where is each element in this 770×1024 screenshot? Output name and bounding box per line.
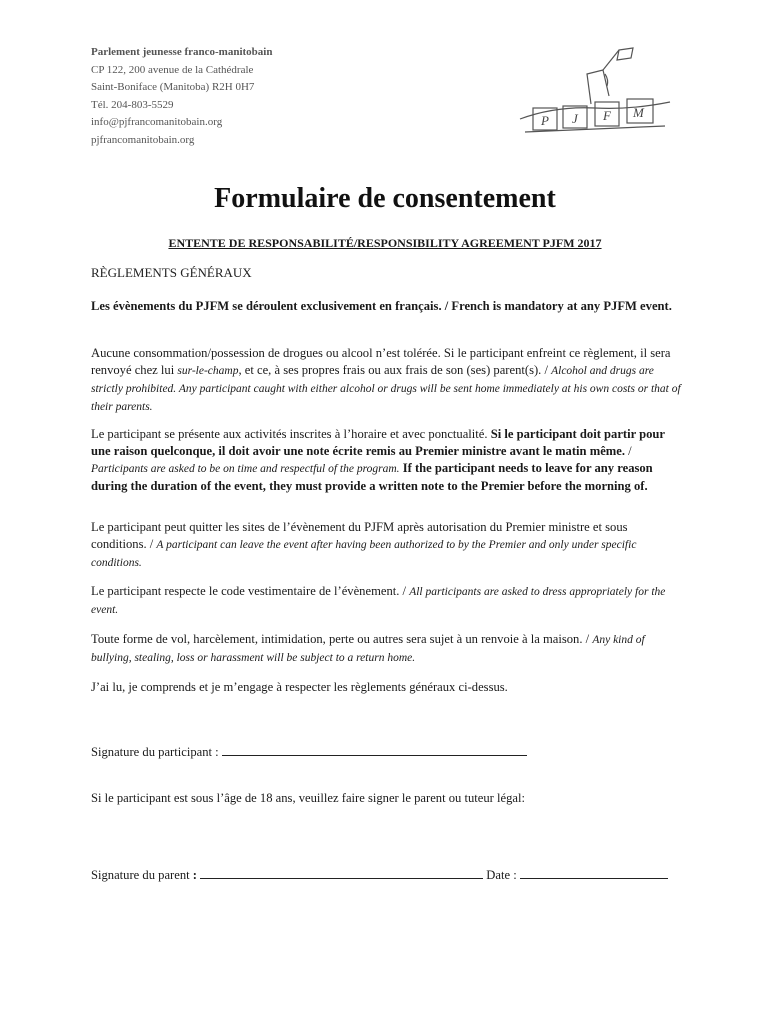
logo-letter-p: P [541, 113, 549, 128]
rule-leaving-en: A participant can leave the event after having been authorized to by the Premier and only under specific conditions. [91, 539, 637, 569]
rule-drugs-en: Alcohol and drugs are strictly prohibited. Any participant caught with either alcohol or drugs will be sent home immediately at his own costs or that of their parents. [91, 365, 681, 413]
date-field[interactable] [520, 866, 668, 879]
rule-punctuality-en-bold: If the participant needs to leave for any reason during the duration of the event, they must provide a written note to the Premier before the morning of. [91, 461, 653, 493]
logo-letter-j: J [572, 111, 578, 126]
rule-punctuality-fr-bold: Si le participant doit partir pour une raison quelconque, il doit avoir une note écrite remis au Premier ministre avant le matin même. [91, 427, 665, 458]
participant-signature-line [91, 743, 527, 760]
agreement-heading: ENTENTE DE RESPONSABILITÉ/RESPONSIBILITY AGREEMENT PJFM 2017 [168, 236, 602, 250]
rule-harassment-fr: Toute forme de vol, harcèlement, intimidation, perte ou autres sera sujet à un renvoie à la maison. / [91, 632, 593, 646]
rule-harassment-en: Any kind of bullying, stealing, loss or harassment will be subject to a return home. [91, 634, 645, 664]
pjfm-logo-icon [515, 44, 675, 134]
org-name: Parlement jeunesse franco-manitobain [91, 46, 273, 58]
rule-language-text: Les évènements du PJFM se déroulent exclusivement en français. / French is mandatory at any PJFM event. [91, 299, 672, 313]
parent-signature-field[interactable] [200, 866, 483, 879]
minor-note: Si le participant est sous l’âge de 18 ans, veuillez faire signer le parent ou tuteur légal: [91, 791, 525, 805]
rule-dress-code [91, 583, 681, 619]
rule-punctuality-fr: Le participant se présente aux activités inscrites à l’horaire et avec ponctualité. [91, 427, 491, 441]
rule-drugs-fr-a: Aucune consommation/possession de drogues ou alcool n’est tolérée. Si le participant enfreint ce règlement, il sera renvoyé chez lui [91, 346, 671, 377]
logo-letter-f: F [603, 108, 611, 123]
participant-signature-field[interactable] [222, 743, 527, 756]
org-address-line2: Saint-Boniface (Manitoba) R2H 0H7 [91, 81, 255, 93]
rule-drugs-fr-italic: sur-le-champ [177, 365, 239, 377]
org-website: pjfrancomanitobain.org [91, 133, 195, 146]
participant-signature-label: Signature du participant : [91, 745, 222, 759]
rule-drugs-fr-b: , et ce, à ses propres frais ou aux frais de son (ses) parent(s). / [238, 363, 552, 377]
section-heading: RÈGLEMENTS GÉNÉRAUX [91, 265, 252, 280]
rule-leaving-fr: Le participant peut quitter les sites de l’évènement du PJFM après autorisation du Premier ministre et sous conditions. / [91, 520, 628, 551]
parent-signature-label: Signature du parent [91, 868, 193, 882]
rule-punctuality [91, 426, 681, 495]
page-title: Formulaire de consentement [214, 183, 556, 214]
logo-letter-m: M [633, 105, 644, 120]
rule-language [91, 298, 681, 315]
date-label: Date : [483, 868, 520, 882]
org-email: info@pjfrancomanitobain.org [91, 116, 223, 128]
rule-punctuality-en: Participants are asked to be on time and respectful of the program. [91, 463, 400, 475]
rule-leaving-site [91, 519, 681, 572]
org-phone: Tél. 204-803-5529 [91, 98, 174, 111]
rule-harassment [91, 631, 681, 667]
rule-dress-en: All participants are asked to dress appropriately for the event. [91, 586, 666, 616]
rule-drugs-alcohol [91, 345, 681, 416]
acknowledgement-statement: J’ai lu, je comprends et je m’engage à respecter les règlements généraux ci-dessus. [91, 680, 508, 694]
organization-header [91, 44, 272, 149]
rule-punctuality-sep: / [625, 444, 632, 458]
parent-signature-line [91, 866, 668, 883]
rule-dress-fr: Le participant respecte le code vestimentaire de l’évènement. / [91, 584, 410, 598]
org-address-line1: CP 122, 200 avenue de la Cathédrale [91, 63, 254, 76]
parent-signature-colon: : [192, 868, 201, 882]
